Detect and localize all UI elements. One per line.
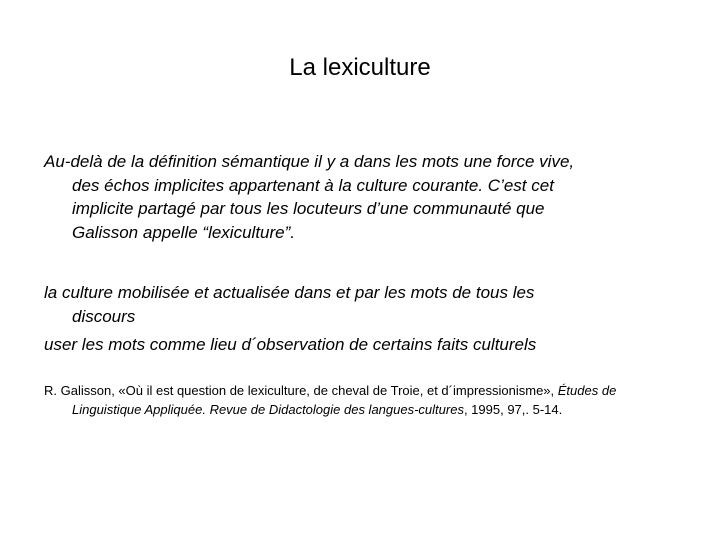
- paragraph-line: Galisson appelle “lexiculture”.: [72, 222, 295, 242]
- paragraph-culture-mobilisee: [44, 281, 684, 328]
- reference-line: [44, 400, 684, 419]
- reference-journal-title: Études de: [557, 383, 617, 398]
- paragraph-line: discours: [72, 306, 136, 326]
- bibliographic-reference: [44, 381, 684, 419]
- reference-text: , 1995, 97,. 5-14.: [463, 402, 563, 417]
- paragraph-user-les-mots: [44, 333, 684, 357]
- paragraph-line: Au-delà de la définition sémantique il y a dans les mots une force vive,: [44, 152, 575, 171]
- reference-text: R. Galisson, «Où il est question de lexiculture, de cheval de Troie, et d´impressionisme»,: [44, 383, 558, 398]
- reference-line: [44, 381, 684, 400]
- reference-journal-title: Linguistique Appliquée. Revue de Didactologie des langues-cultures: [72, 402, 464, 417]
- paragraph-line: user les mots comme lieu d´observation de certains faits culturels: [44, 335, 537, 354]
- paragraph-line: la culture mobilisée et actualisée dans et par les mots de tous les: [44, 283, 535, 302]
- paragraph-line: des échos implicites appartenant à la culture courante. C’est cet: [72, 175, 554, 195]
- paragraph-line: implicite partagé par tous les locuteurs d’une communauté que: [72, 199, 545, 218]
- paragraph-lexiculture-definition: [44, 150, 684, 244]
- slide-title: La lexiculture: [289, 54, 431, 81]
